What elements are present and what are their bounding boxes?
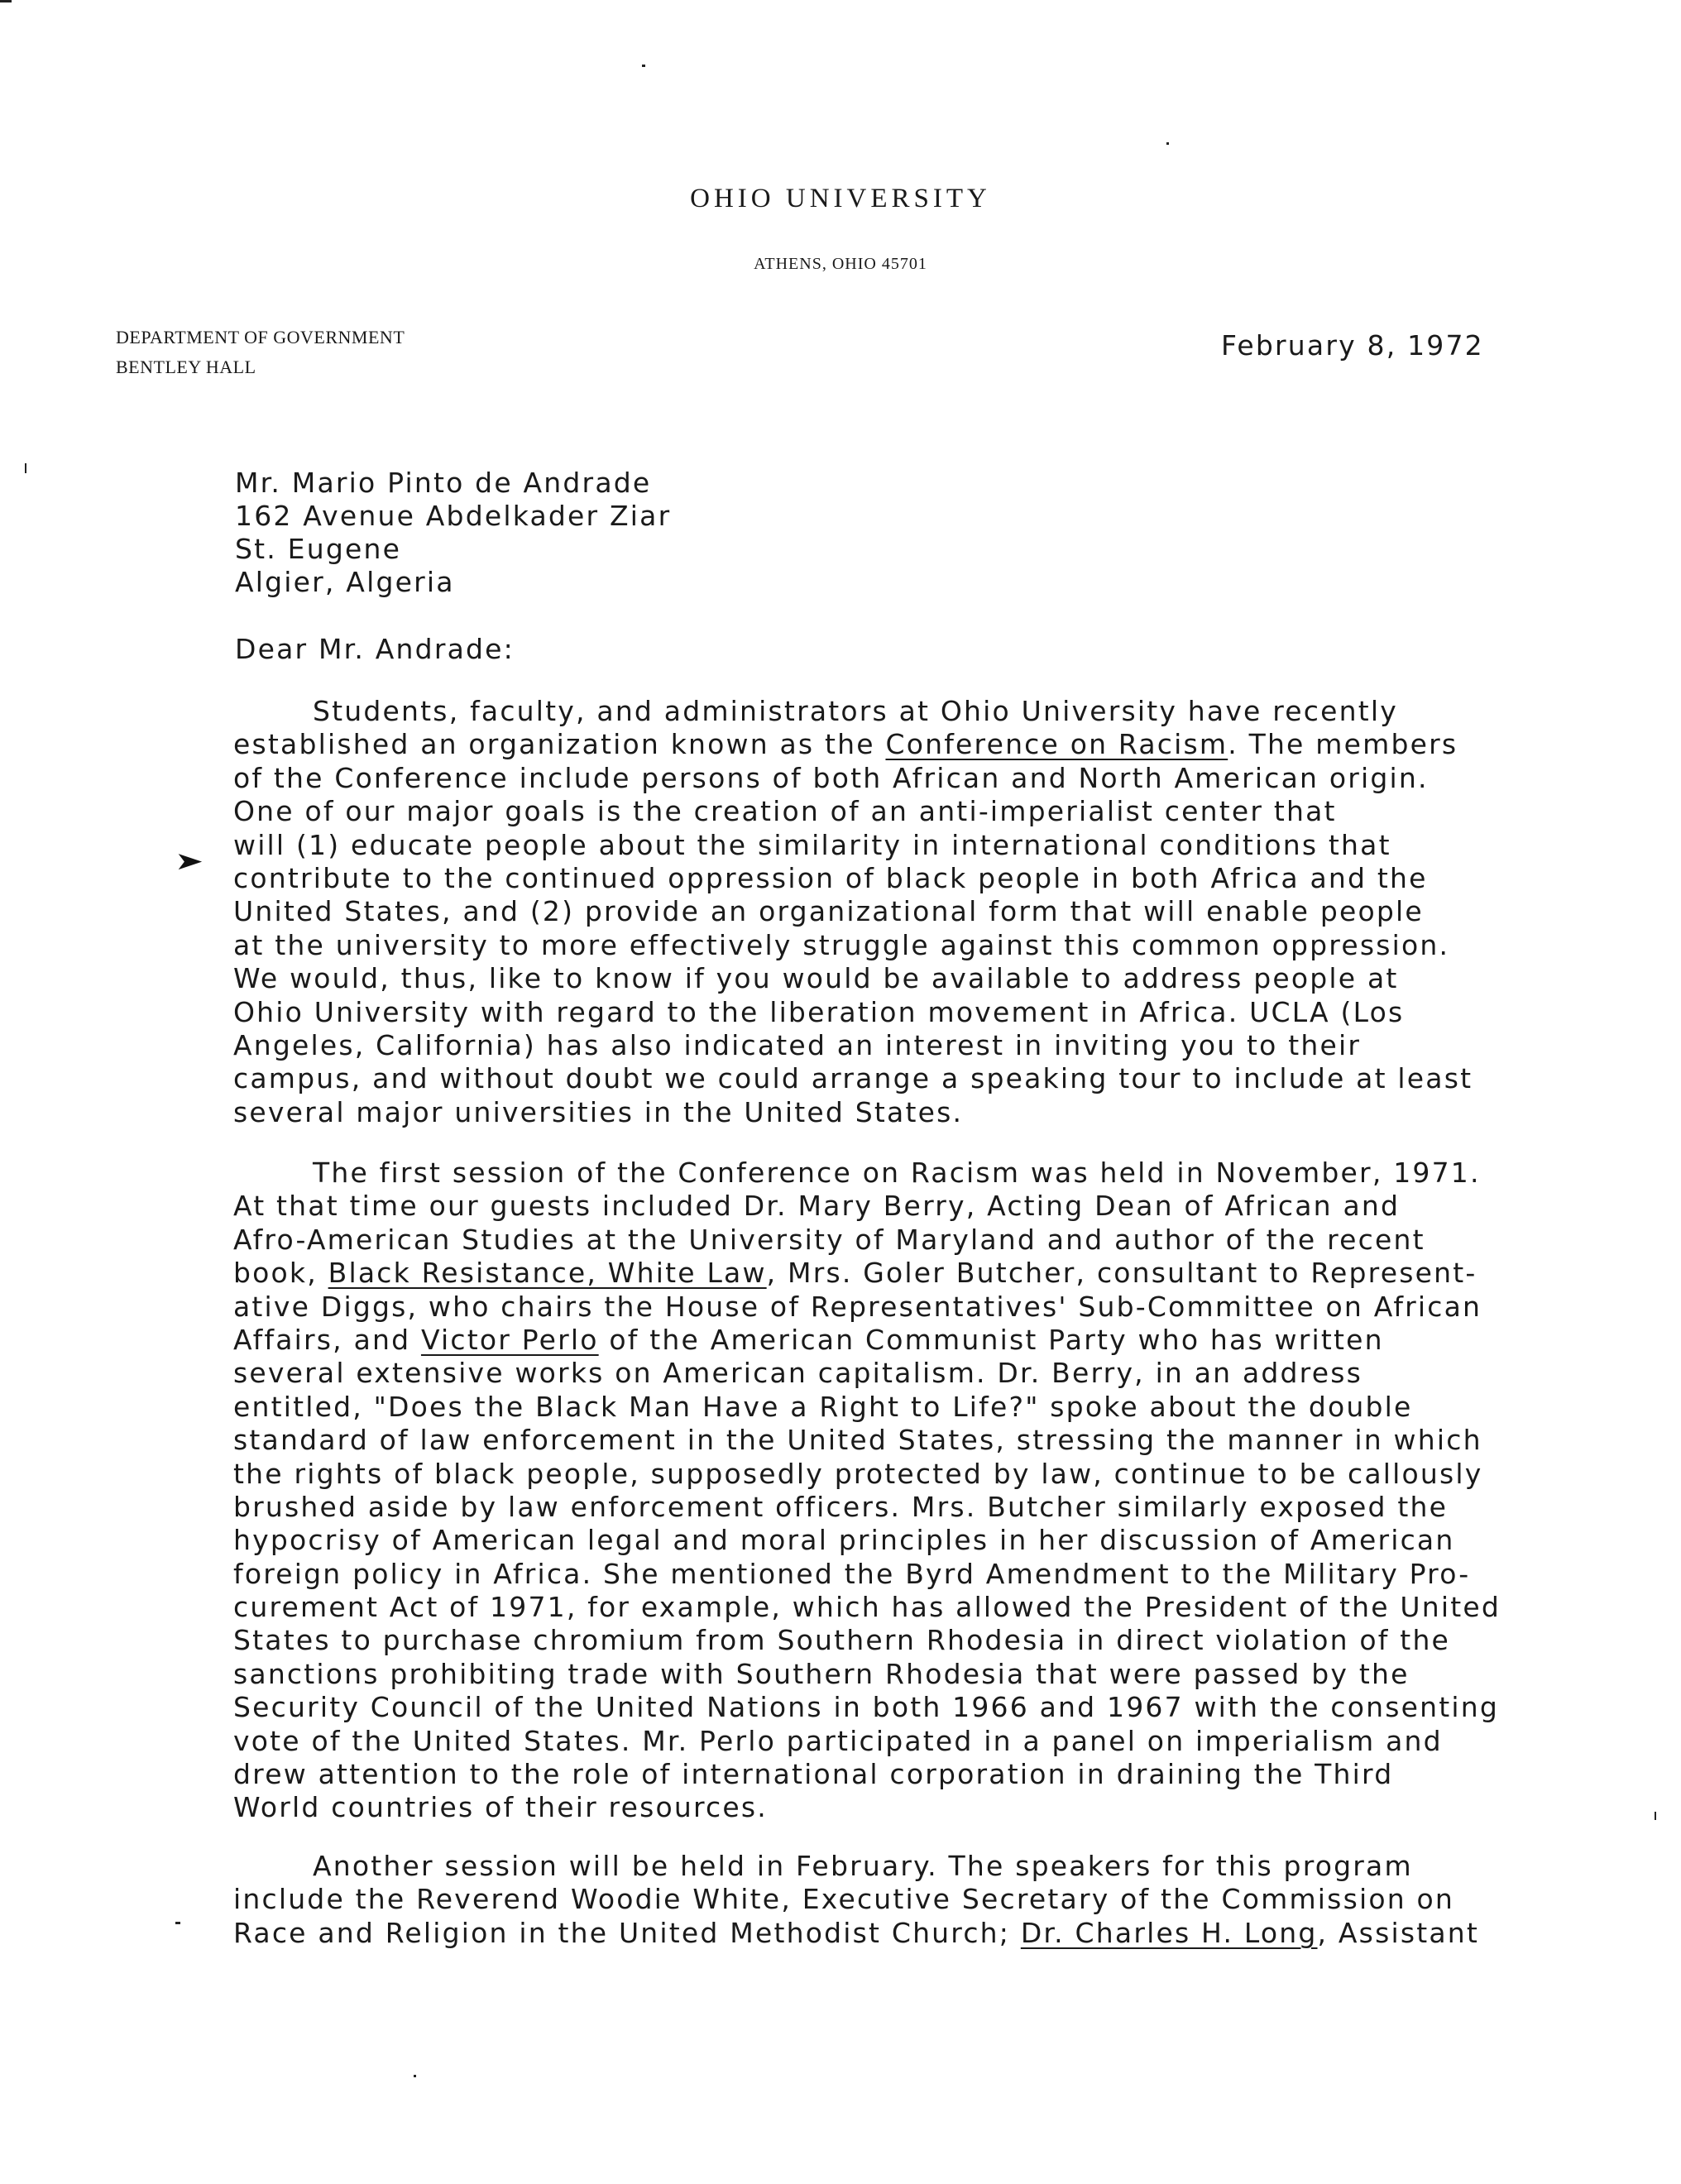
text-line: vote of the United States. Mr. Perlo participated in a panel on imperialism and bbox=[233, 1724, 1443, 1757]
letterhead-institution: OHIO UNIVERSITY bbox=[690, 184, 991, 213]
text-line: at the university to more effectively struggle against this common oppression. bbox=[233, 928, 1450, 961]
text-line: ative Diggs, who chairs the House of Representatives' Sub-Committee on African bbox=[233, 1290, 1482, 1323]
text-line: drew attention to the role of international corporation in draining the Third bbox=[233, 1758, 1394, 1791]
text-line: At that time our guests included Dr. Mary Berry, Acting Dean of African and bbox=[233, 1190, 1401, 1223]
text-line: contribute to the continued oppression of black people in both Africa and the bbox=[233, 861, 1428, 894]
letterhead-city: ATHENS, OHIO 45701 bbox=[754, 255, 927, 273]
text-line: campus, and without doubt we could arrange a speaking tour to include at least bbox=[233, 1062, 1473, 1095]
recipient-address bbox=[235, 467, 671, 599]
recipient-street: 162 Avenue Abdelkader Ziar bbox=[235, 500, 672, 532]
text-line: Ohio University with regard to the liberation movement in Africa. UCLA (Los bbox=[233, 995, 1405, 1028]
text-line: Race and Religion in the United Methodist Church; Dr. Charles H. Long, Assistant bbox=[233, 1916, 1480, 1949]
recipient-city: Algier, Algeria bbox=[235, 566, 455, 598]
scan-speck bbox=[1655, 1812, 1656, 1820]
text-line: several extensive works on American capitalism. Dr. Berry, in an address bbox=[233, 1357, 1363, 1390]
text-line: One of our major goals is the creation of an anti-imperialist center that bbox=[233, 795, 1337, 828]
paragraph-2 bbox=[233, 1157, 1590, 1825]
text-line: Angeles, California) has also indicated an interest in inviting you to their bbox=[233, 1028, 1362, 1061]
text-line: States to purchase chromium from Southern Rhodesia in direct violation of the bbox=[233, 1624, 1451, 1657]
text-line: United States, and (2) provide an organizational form that will enable people bbox=[233, 895, 1424, 928]
text-line: book, Black Resistance, White Law, Mrs. Goler Butcher, consultant to Represent- bbox=[233, 1257, 1477, 1290]
text-line: the rights of black people, supposedly protected by law, continue to be callously bbox=[233, 1457, 1483, 1490]
paragraph-3 bbox=[233, 1850, 1590, 1950]
text-line: will (1) educate people about the similarity in international conditions that bbox=[233, 828, 1391, 861]
underlined-phrase: Conference on Racism bbox=[885, 728, 1228, 761]
text-line: of the Conference include persons of both African and North American origin. bbox=[233, 761, 1429, 794]
building-name: BENTLEY HALL bbox=[116, 357, 256, 377]
text-line: World countries of their resources. bbox=[233, 1791, 768, 1824]
recipient-district: St. Eugene bbox=[235, 533, 402, 565]
text-line: foreign policy in Africa. She mentioned the Byrd Amendment to the Military Pro- bbox=[233, 1557, 1471, 1590]
book-title: Black Resistance, White Law bbox=[328, 1257, 767, 1290]
underlined-name: Dr. Charles H. Long bbox=[1020, 1916, 1318, 1949]
scan-speck bbox=[414, 2075, 416, 2077]
letterhead-department-block bbox=[116, 323, 405, 382]
scan-speck bbox=[175, 1922, 180, 1924]
scan-speck bbox=[642, 65, 645, 67]
text-line: Another session will be held in February. The speakers for this program bbox=[313, 1850, 1413, 1882]
text-line: several major universities in the United States. bbox=[233, 1095, 964, 1128]
text-line: Students, faculty, and administrators at Ohio University have recently bbox=[313, 695, 1398, 727]
text-line: hypocrisy of American legal and moral principles in her discussion of American bbox=[233, 1524, 1455, 1557]
text-line: sanctions prohibiting trade with Southern Rhodesia that were passed by the bbox=[233, 1657, 1410, 1690]
scan-speck bbox=[1166, 142, 1169, 145]
underlined-name: Victor Perlo bbox=[420, 1323, 599, 1356]
text-line: Afro-American Studies at the University of Maryland and author of the recent bbox=[233, 1223, 1425, 1256]
scan-speck bbox=[25, 463, 26, 473]
department-name: DEPARTMENT OF GOVERNMENT bbox=[116, 327, 405, 347]
text-line: brushed aside by law enforcement officers. Mrs. Butcher similarly exposed the bbox=[233, 1490, 1449, 1523]
text-line: established an organization known as the Conference on Racism. The members bbox=[233, 728, 1458, 761]
text-line: standard of law enforcement in the United States, stressing the manner in which bbox=[233, 1424, 1482, 1457]
text-line: Affairs, and Victor Perlo of the American Communist Party who has written bbox=[233, 1323, 1384, 1356]
scan-speck bbox=[0, 0, 12, 2]
letter-date: February 8, 1972 bbox=[1221, 329, 1484, 362]
text-line: entitled, "Does the Black Man Have a Right to Life?" spoke about the double bbox=[233, 1390, 1413, 1423]
recipient-name: Mr. Mario Pinto de Andrade bbox=[235, 467, 652, 499]
salutation: Dear Mr. Andrade: bbox=[235, 633, 515, 665]
paragraph-1 bbox=[233, 695, 1590, 1129]
text-line: The first session of the Conference on Racism was held in November, 1971. bbox=[313, 1157, 1481, 1189]
text-line: We would, thus, like to know if you would be available to address people at bbox=[233, 962, 1399, 995]
text-line: curement Act of 1971, for example, which has allowed the President of the United bbox=[233, 1591, 1501, 1624]
text-line: Security Council of the United Nations in both 1966 and 1967 with the consenting bbox=[233, 1691, 1500, 1724]
margin-arrow-icon: ➤ bbox=[174, 847, 204, 876]
text-line: include the Reverend Woodie White, Executive Secretary of the Commission on bbox=[233, 1883, 1455, 1916]
